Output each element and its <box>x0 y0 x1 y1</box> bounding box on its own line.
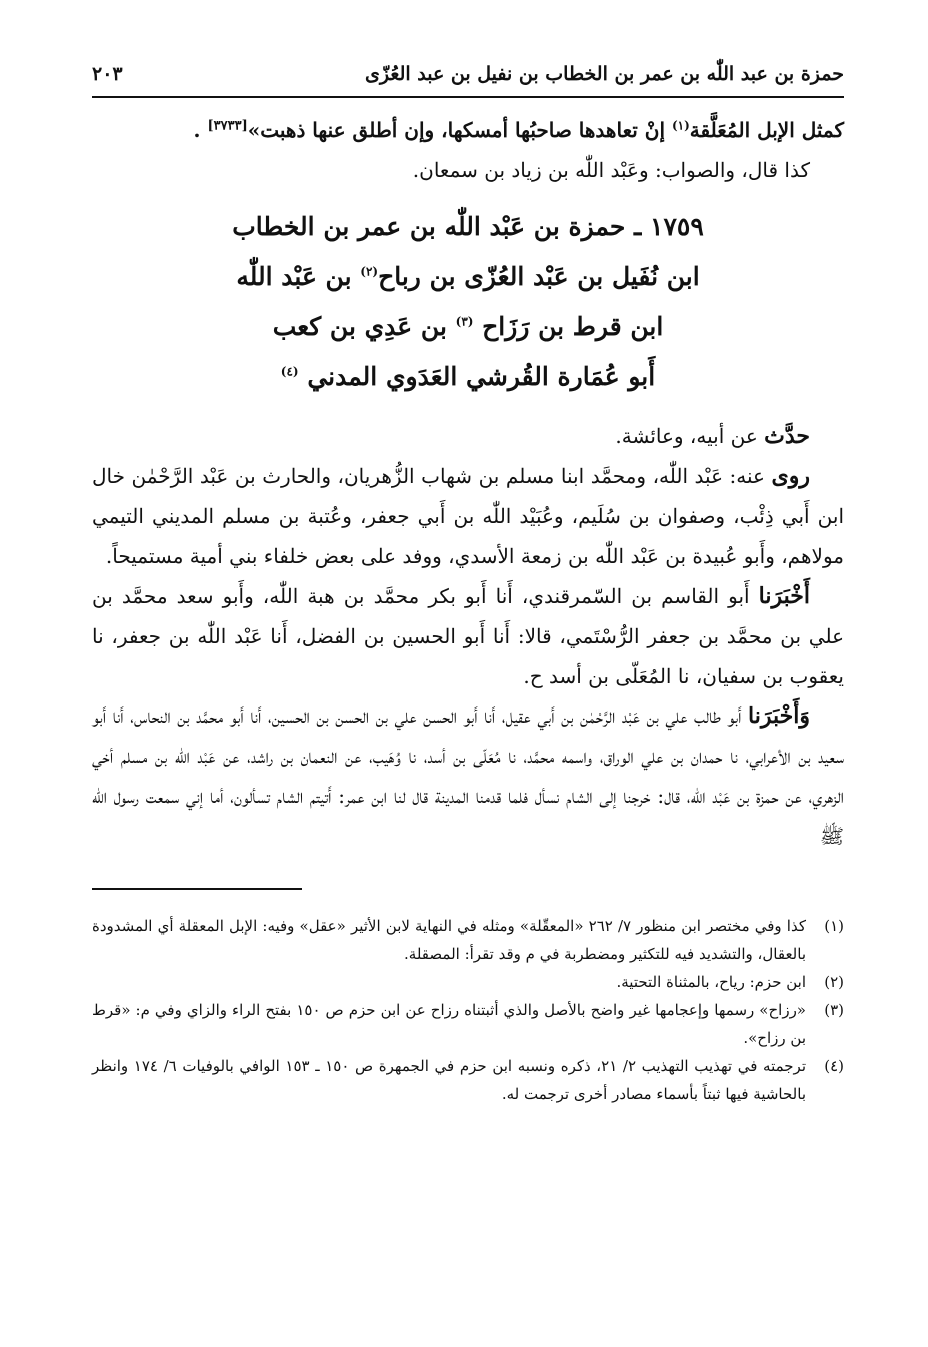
paragraph-text-akhbarana-2: أَبو طالب علي بن عَبْد الرَّحْمٰن بن أَبي عقيل، أَنا أَبو الحسن علي بن الحسن بن الحسين، أَنا أَبو محمَّد بن النحاس، أَنا أَبو سعيد بن الأعرابي، نا حمدان بن علي الوراق، واسمه محمَّد، نا مُعَلّى بن أسد، نا وُهَيب، عن النعمان بن راشد، عن عَبْد اللّٰه بن مسلم أخي الزهري، عن حمزة بن عَبْد اللّٰه، قال: خرجنا إلى الشام نسأل فلما قدمنا المدينة قال لنا ابن عمر: أَتيتم الشام تسألون، أما إني سمعت رسول الله ﷺ <box>92 704 844 848</box>
book-page <box>92 52 844 1302</box>
footnote-2 <box>92 968 844 996</box>
paragraph-lead-akhbarana-1: أَخْبَرَنا <box>758 583 810 609</box>
footnote-marker-3: (٣) <box>455 314 474 329</box>
bio-heading-line-3 <box>92 302 844 352</box>
bio-heading-line-3b: بن عَدِي بن كعب <box>272 312 456 341</box>
footnote-marker-1: (١) <box>671 118 690 133</box>
paragraph-haddath <box>92 416 844 456</box>
running-header <box>92 52 844 98</box>
paragraph-rawa <box>92 456 844 576</box>
footnote-text-3: «رزاح» رسمها وإعجامها غير واضح بالأصل والذي أثبتناه رزاح عن ابن حزم ص ١٥٠ بفتح الراء والزاي وفي م: «قرط بن رزاح». <box>92 1001 806 1047</box>
bio-heading-line-2 <box>92 252 844 302</box>
bio-heading-line-4 <box>92 352 844 402</box>
footnote-text-1: كذا وفي مختصر ابن منظور ٧/ ٢٦٢ «المعقّلة» ومثله في النهاية لابن الأثير «عقل» وفيه: الإبل المعقلة أي المشدودة بالعقال، والتشديد فيه للتكثير ومضطربة في م وقد تقرأ: المصقلة. <box>92 917 806 963</box>
footnotes <box>92 912 844 1108</box>
bio-heading-line-2b: بن عَبْد اللّٰه <box>236 262 361 291</box>
header-title: حمزة بن عبد اللّٰه بن عمر بن الخطاب بن نفيل بن عبد العُزّى <box>365 63 844 85</box>
paragraph-lead-rawa: روى <box>771 463 810 489</box>
paragraph-akhbarana-1 <box>92 576 844 696</box>
biography-heading <box>92 202 844 402</box>
bio-heading-line-4a: أَبو عُمَارة القُرشي العَدَوي المدني <box>298 362 656 391</box>
paragraph-akhbarana-2 <box>92 696 844 856</box>
footnote-number-3: (٣) <box>824 1001 844 1019</box>
hadith-ending-period: . <box>193 118 208 142</box>
footnote-text-4: ترجمته في تهذيب التهذيب ٢/ ٢١، ذكره ونسبه ابن حزم في الجمهرة ص ١٥٠ ـ ١٥٣ الوافي بالوفيات ٦/ ١٧٤ وانظر بالحاشية فيها ثبتاً بأسماء مصادر أخرى ترجمت له. <box>92 1057 806 1103</box>
footnote-number-2: (٢) <box>824 973 844 991</box>
footnote-separator <box>92 888 302 890</box>
footnote-text-2: ابن حزم: رياح، بالمثناة التحتية. <box>616 973 806 991</box>
bio-heading-line-2a: ابن نُفَيل بن عَبْد العُزّى بن رباح <box>378 262 700 291</box>
bio-heading-line-1: ١٧٥٩ ـ حمزة بن عَبْد اللّٰه بن عمر بن الخطاب <box>232 212 704 241</box>
main-text <box>92 98 844 856</box>
hadith-reference-number: [٣٧٣٣] <box>207 118 248 134</box>
paragraph-text-haddath: عن أبيه، وعائشة. <box>615 424 765 448</box>
hadith-ending <box>92 110 844 150</box>
paragraph-text-rawa: عنه: عَبْد اللّٰه، ومحمَّد ابنا مسلم بن شهاب الزُّهريان، والحارث بن عَبْد الرَّحْمٰن خال ابن أَبي ذِئْب، وصفوان بن سُلَيم، وعُبَيْد اللّٰه بن أَبي جعفر، وعُتبة بن مسلم المديني التيمي مولاهم، وأَبو عُبيدة بن عَبْد اللّٰه بن زمعة الأسدي، ووفد على بعض خلفاء بني أمية مستميحاً. <box>92 464 844 568</box>
footnote-marker-2: (٢) <box>360 264 379 279</box>
footnote-separator-wrap <box>92 856 844 912</box>
paragraph-text-akhbarana-1: أَبو القاسم بن السّمرقندي، أَنا أَبو بكر محمَّد بن هبة اللّٰه، وأَبو سعد محمَّد بن علي بن محمَّد بن جعفر الرُّسْتَمي، قالا: أَنا أَبو الحسين بن الفضل، أَنا عَبْد اللّٰه بن جعفر، نا يعقوب بن سفيان، نا المُعَلّى بن أسد ح. <box>92 584 844 688</box>
footnote-1 <box>92 912 844 968</box>
footnote-number-4: (٤) <box>824 1057 844 1075</box>
correction-note: كذا قال، والصواب: وعَبْد اللّٰه بن زياد بن سمعان. <box>412 158 810 182</box>
paragraph-lead-haddath: حدَّث <box>764 423 810 449</box>
hadith-ending-text-a: كمثل الإبل المُعَلَّقة <box>689 118 844 142</box>
footnote-3 <box>92 996 844 1052</box>
footnote-number-1: (١) <box>824 917 844 935</box>
footnote-marker-4: (٤) <box>280 364 299 379</box>
hadith-ending-text-b: إنْ تعاهدها صاحبُها أمسكها، وإن أطلق عنها ذهبت» <box>247 118 672 142</box>
paragraph-lead-akhbarana-2: وَأَخْبَرَنا <box>748 703 810 729</box>
bio-heading-line-3a: ابن قرط بن رَزَاح <box>473 312 664 341</box>
page-number: ٢٠٣ <box>92 63 123 85</box>
footnote-4 <box>92 1052 844 1108</box>
